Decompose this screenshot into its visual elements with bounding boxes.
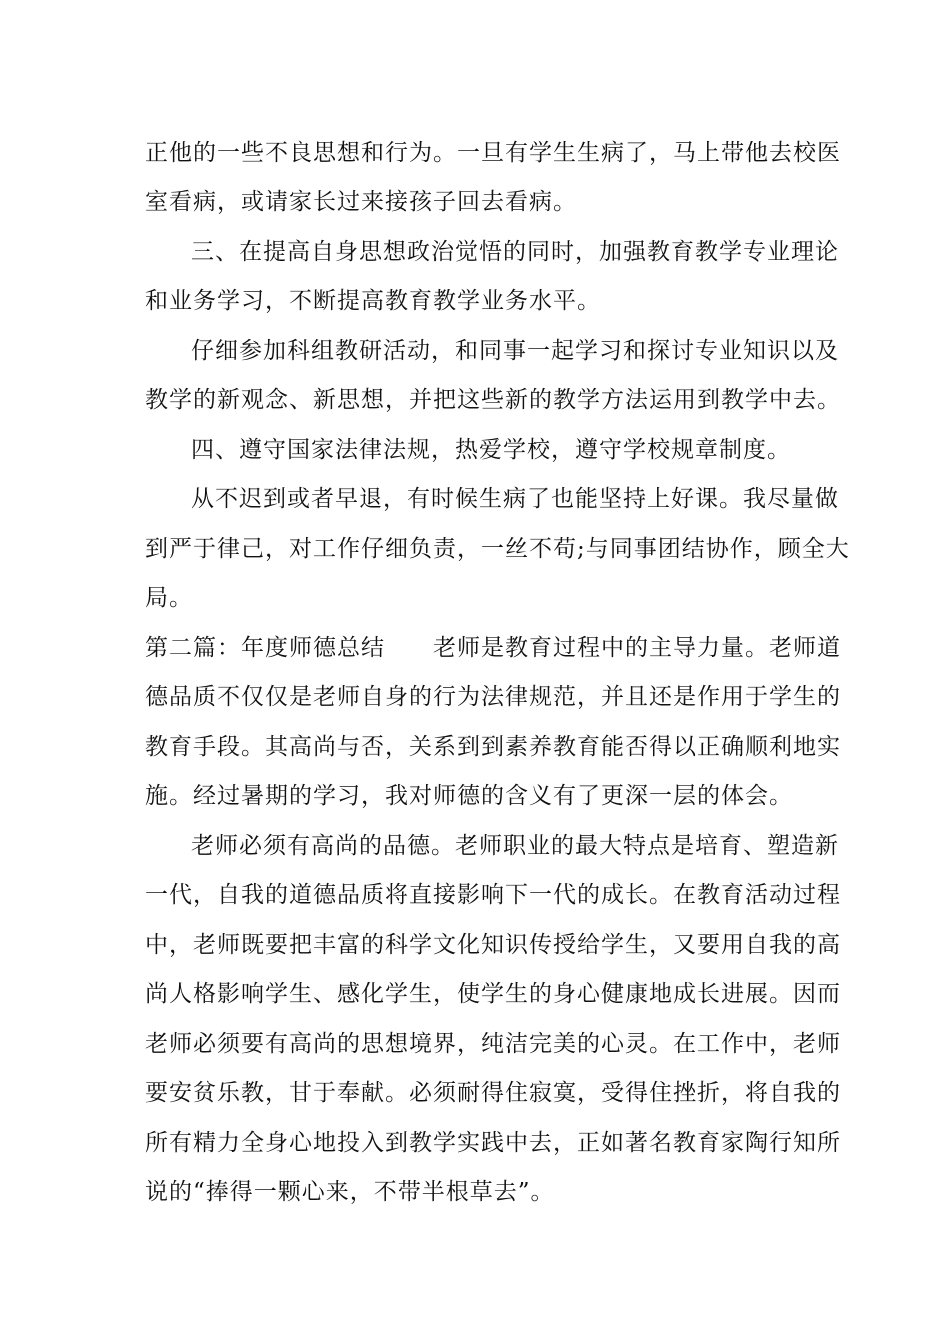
section-heading-line xyxy=(145,633,841,663)
text-line: 三、在提高自身思想政治觉悟的同时，加强教育教学专业理论 xyxy=(191,239,839,265)
text-line: 到严于律己，对工作仔细负责，一丝不苟;与同事团结协作，顾全大 xyxy=(145,536,850,562)
text-line: 所有精力全身心地投入到教学实践中去，正如著名教育家陶行知所 xyxy=(145,1130,841,1156)
text-line: 要安贫乐教，甘于奉献。必须耐得住寂寞，受得住挫折，将自我的 xyxy=(145,1080,841,1106)
text-line: 四、遵守国家法律法规，热爱学校，遵守学校规章制度。 xyxy=(191,437,791,463)
text-line: 一代，自我的道德品质将直接影响下一代的成长。在教育活动过程 xyxy=(145,882,841,908)
text-line: 老师必须要有高尚的思想境界，纯洁完美的心灵。在工作中，老师 xyxy=(145,1031,841,1057)
text-line: 正他的一些不良思想和行为。一旦有学生生病了，马上带他去校医 xyxy=(145,140,841,166)
text-line: 老师必须有高尚的品德。老师职业的最大特点是培育、塑造新 xyxy=(191,833,839,859)
text-line: 从不迟到或者早退，有时候生病了也能坚持上好课。我尽量做 xyxy=(191,486,839,512)
text-line: 德品质不仅仅是老师自身的行为法律规范，并且还是作用于学生的 xyxy=(145,684,841,710)
text-line: 教学的新观念、新思想，并把这些新的教学方法运用到教学中去。 xyxy=(145,387,841,413)
text-line: 施。经过暑期的学习，我对师德的含义有了更深一层的体会。 xyxy=(145,783,793,809)
text-line: 局。 xyxy=(145,585,193,611)
text-line: 仔细参加科组教研活动，和同事一起学习和探讨专业知识以及 xyxy=(191,338,839,364)
section-heading: 第二篇：年度师德总结 xyxy=(145,635,385,661)
text-line: 说的“捧得一颗心来，不带半根草去”。 xyxy=(145,1179,555,1205)
text-line: 室看病，或请家长过来接孩子回去看病。 xyxy=(145,189,577,215)
text-line: 和业务学习，不断提高教育教学业务水平。 xyxy=(145,288,601,314)
text-line: 中，老师既要把丰富的科学文化知识传授给学生，又要用自我的高 xyxy=(145,932,841,958)
text-line: 老师是教育过程中的主导力量。老师道 xyxy=(433,635,841,661)
text-line: 尚人格影响学生、感化学生，使学生的身心健康地成长进展。因而 xyxy=(145,981,841,1007)
text-line: 教育手段。其高尚与否，关系到到素养教育能否得以正确顺利地实 xyxy=(145,734,841,760)
